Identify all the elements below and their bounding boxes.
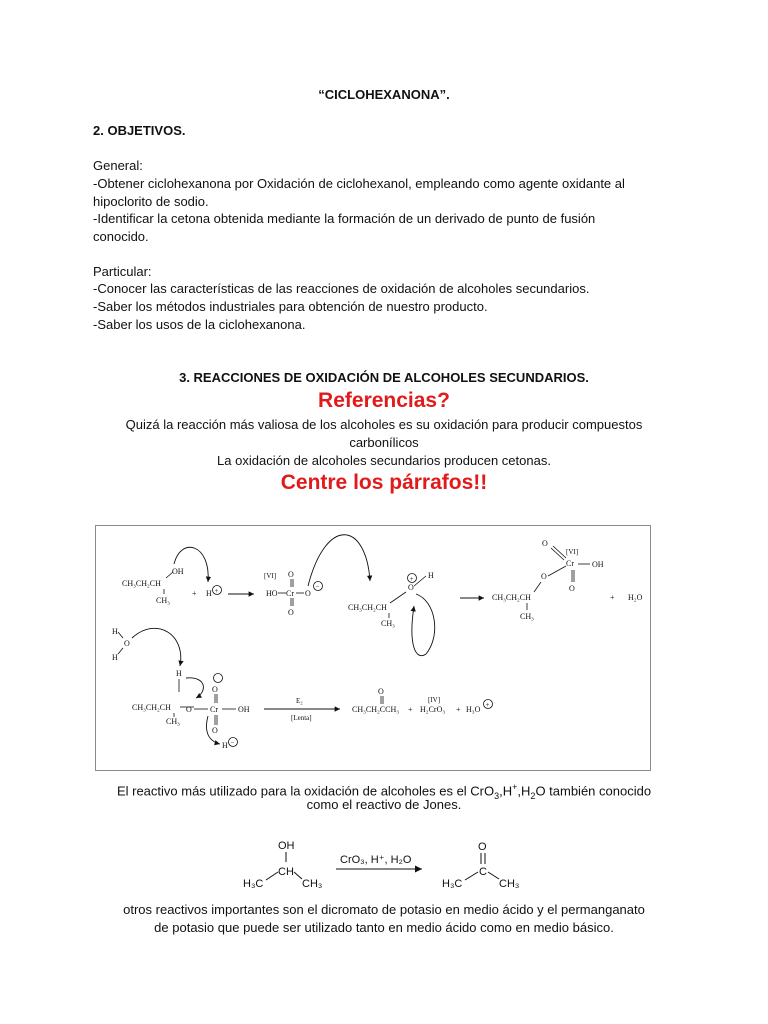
- plus-sign: +: [456, 705, 461, 714]
- ester-oxo-top: O: [542, 539, 548, 548]
- jones-reagent-line2: como el reactivo de Jones.: [306, 797, 462, 812]
- chromous-acid: H₂CrO₃: [420, 705, 446, 714]
- jones-oxidation-scheme: [236, 834, 536, 896]
- chromic-ho: HO: [266, 589, 278, 598]
- oxo-bottom-2: O: [212, 726, 218, 735]
- plus-sign: +: [610, 593, 615, 602]
- plus-sign: +: [408, 705, 413, 714]
- plus-sign: +: [192, 589, 197, 598]
- chromium-atom: Cr: [286, 589, 294, 598]
- chromate-ester-ch3: CH₃: [520, 612, 534, 621]
- acetone-o: O: [478, 841, 487, 853]
- cr-2: Cr: [210, 705, 218, 714]
- jones-text-d: O también conocido: [535, 783, 652, 799]
- oxidation-state-vi: [VI]: [264, 572, 277, 580]
- cr-oh-2: OH: [238, 705, 250, 714]
- document-title: “CICLOHEXANONA”.: [318, 87, 450, 102]
- oxonium-o: O: [408, 583, 414, 592]
- jones-text-c: ,H: [517, 783, 531, 799]
- oxonium-h: H: [428, 571, 434, 580]
- svg-text:−: −: [315, 583, 320, 591]
- hydride-h: H: [222, 741, 228, 750]
- svg-text:+: +: [485, 701, 490, 709]
- protonated-ch3: CH₃: [381, 619, 395, 628]
- general-line: conocido.: [93, 229, 149, 244]
- ketone-product: CH₃CH₂CCH₃: [352, 705, 400, 714]
- water-h-bottom: H: [112, 653, 118, 662]
- section-objetivos-heading: 2. OBJETIVOS.: [93, 123, 186, 138]
- mechanism-diagram: [96, 526, 650, 770]
- jones-reagents: CrO₃, H⁺, H₂O: [340, 854, 412, 866]
- svg-text:−: −: [230, 739, 235, 747]
- intro-line: carbonílicos: [349, 435, 419, 450]
- jones-sub: 3: [494, 790, 500, 801]
- alcohol-oh: OH: [172, 567, 184, 576]
- jones-text-a: El reactivo más utilizado para la oxidación de alcoholes es el CrO: [116, 783, 495, 799]
- review-note-referencias: Referencias?: [318, 389, 450, 412]
- other-reagents-line: otros reactivos importantes son el dicromato de potasio en medio ácido y el permanganato: [123, 902, 645, 917]
- abstracted-h: H: [176, 669, 182, 678]
- general-line: -Obtener ciclohexanona por Oxidación de ciclohexanol, empleando como agente oxidante al: [93, 176, 625, 191]
- isopropanol-ch: CH: [278, 866, 294, 878]
- slow-step-label: [Lenta]: [291, 714, 312, 722]
- substrate-ch3: CH₃: [166, 717, 180, 726]
- oxidation-mechanism-figure: [95, 525, 651, 771]
- oxo-top-2: O: [212, 685, 218, 694]
- isopropanol-oh: OH: [278, 840, 295, 852]
- other-reagents-line: de potasio que puede ser utilizado tanto en medio ácido como en medio básico.: [154, 920, 614, 935]
- ester-cr-vi: [VI]: [566, 548, 579, 556]
- acetone-h3c: H₃C: [442, 878, 463, 890]
- e2-label: E₂: [296, 697, 303, 705]
- chromate-ester-alkyl: CH₃CH₂CH: [492, 593, 531, 602]
- general-line: -Identificar la cetona obtenida mediante la formación de un derivado de punto de fusión: [93, 211, 596, 226]
- jones-sup: +: [512, 782, 518, 792]
- review-note-centre: Centre los párrafos!!: [280, 471, 488, 494]
- svg-text:+: +: [409, 575, 414, 583]
- proton: H: [206, 589, 212, 598]
- water: H₂O: [628, 593, 643, 602]
- particular-line: -Saber los métodos industriales para obtención de nuestro producto.: [93, 299, 488, 314]
- alcohol-ch3: CH₃: [156, 596, 170, 605]
- acetone-ch3: CH₃: [499, 878, 520, 890]
- substrate-alkyl: CH₃CH₂CH: [132, 703, 171, 712]
- svg-text:+: +: [214, 587, 219, 595]
- particular-line: -Saber los usos de la ciclohexanona.: [93, 317, 306, 332]
- ester-oh: OH: [592, 560, 604, 569]
- cr-iv-label: [IV]: [428, 696, 441, 704]
- oxo-top: O: [288, 570, 294, 579]
- isopropanol-h3c: H₃C: [243, 878, 264, 890]
- oxo-right: O: [305, 589, 311, 598]
- general-line: hipoclorito de sodio.: [93, 194, 209, 209]
- hydronium: H₃O: [466, 705, 481, 714]
- general-label: General:: [93, 158, 143, 173]
- acetone-c: C: [479, 866, 487, 878]
- ester-oxo-bottom: O: [569, 584, 575, 593]
- particular-line: -Conocer las características de las reacciones de oxidación de alcoholes secundarios.: [93, 281, 590, 296]
- section-reacciones-heading: 3. REACCIONES DE OXIDACIÓN DE ALCOHOLES SECUNDARIOS.: [179, 370, 589, 385]
- intro-line: La oxidación de alcoholes secundarios producen cetonas.: [217, 453, 551, 468]
- intro-line: Quizá la reacción más valiosa de los alcoholes es su oxidación para producir compuestos: [125, 417, 643, 432]
- jones-text-b: ,H: [499, 783, 513, 799]
- ester-o-2: O: [186, 705, 192, 714]
- isopropanol-ch3: CH₃: [302, 878, 323, 890]
- jones-sub2: 2: [530, 790, 536, 801]
- oxo-bottom: O: [288, 608, 294, 617]
- ester-o: O: [541, 572, 547, 581]
- ester-cr: Cr: [566, 559, 574, 568]
- alcohol-formula: CH₃CH₂CH: [122, 579, 161, 588]
- water-o: O: [124, 639, 130, 648]
- ketone-o: O: [378, 687, 384, 696]
- particular-label: Particular:: [93, 264, 152, 279]
- protonated-alkyl: CH₃CH₂CH: [348, 603, 387, 612]
- water-h-top: H: [112, 627, 118, 636]
